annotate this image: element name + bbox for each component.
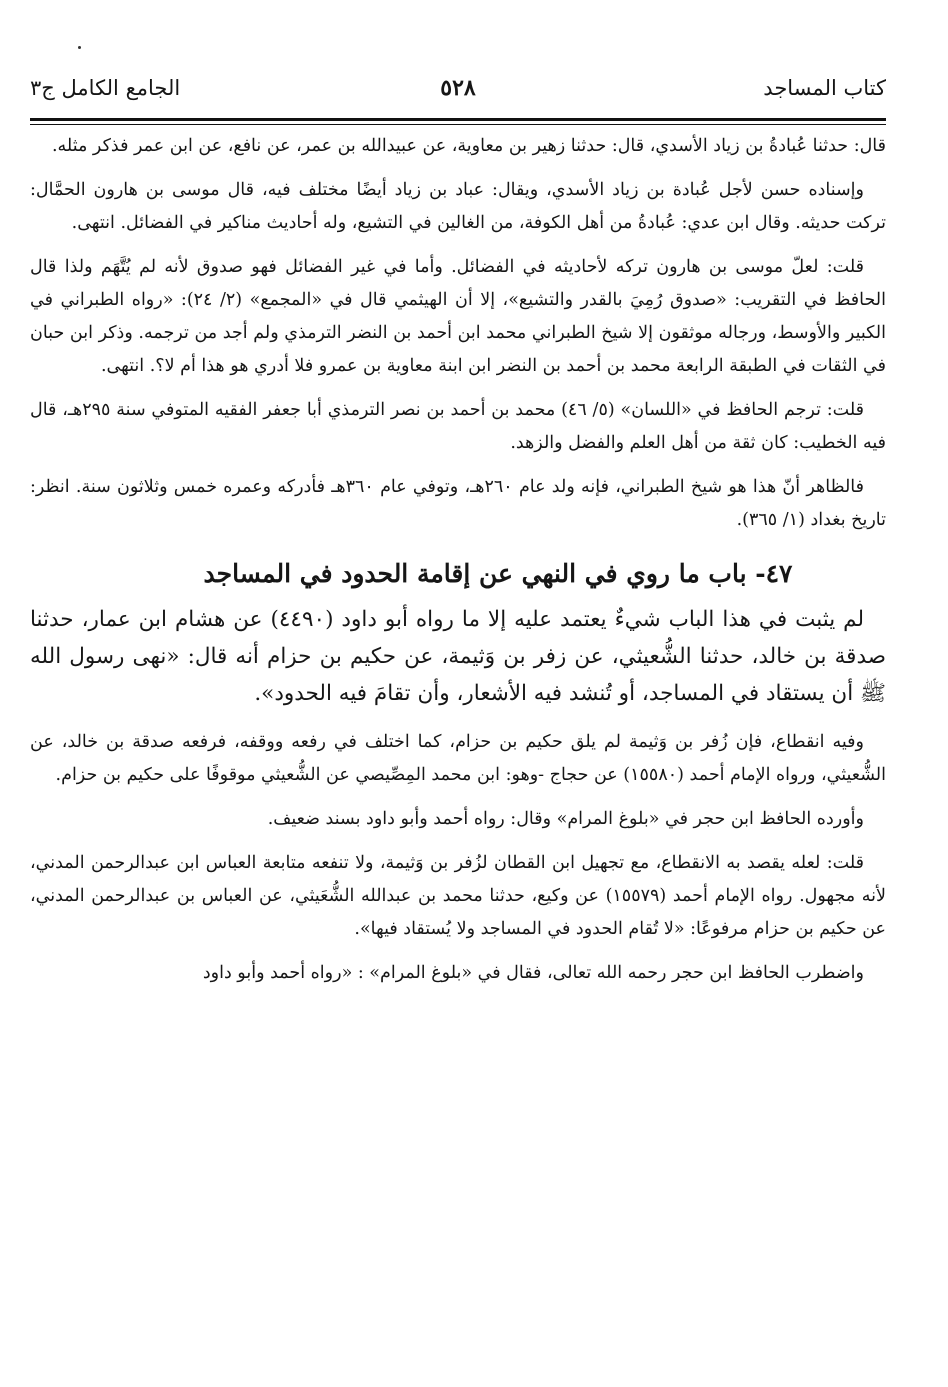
paragraph: قلت: ترجم الحافظ في «اللسان» (٥/ ٤٦) محمد بن أحمد بن نصر الترمذي أبا جعفر الفقيه المتوفي سنة ٢٩٥هـ، قال فيه الخطيب: كان ثقة من أهل العلم والفضل والزهد. [30, 400, 886, 453]
paragraph: وإسناده حسن لأجل عُبادة بن زياد الأسدي، ويقال: عباد بن زياد أيضًا مختلف فيه، قال موسى بن هارون الحمَّال: تركت حديثه. وقال ابن عدي: عُبادةُ من أهل الكوفة، من الغالين في التشيع، وله أحاديث مناكير في الفضائل. انتهى. [30, 180, 886, 233]
note-paragraph: وفيه انقطاع، فإن زُفر بن وَثيمة لم يلق حكيم بن حزام، كما اختلف في رفعه ووقفه، فرفعه صدقة بن خالد، عن الشُّعيثي، ورواه الإمام أحمد (١٥٥٨٠) عن حجاج -وهو: ابن محمد المِصِّيصي عن الشُّعيثي موقوفًا على حكيم بن حزام. [30, 732, 886, 785]
section-heading: ٤٧- باب ما روي في النهي عن إقامة الحدود في المساجد [203, 559, 793, 588]
paragraph: قلت: لعلّ موسى بن هارون تركه لأحاديثه في الفضائل. وأما في غير الفضائل فهو صدوق لأنه لم يُتَّهَم ولذا قال الحافظ في التقريب: «صدوق رُمِيَ بالقدر والتشيع»، إلا أن الهيثمي قال في «المجمع» (٢/ ٢٤): «رواه الطبراني في الكبير والأوسط، ورجاله موثقون إلا شيخ الطبراني محمد ابن أحمد بن النضر الترمذي ولم أجد من ترجمه. وذكر ابن حبان في الثقات في الطبقة الرابعة محمد بن أحمد بن النضر ابن ابنة معاوية بن عمرو فلا أدري هو هذا أم لا؟. انتهى. [30, 257, 886, 376]
page-header [30, 70, 886, 110]
paragraph: قال: حدثنا عُبادةُ بن زياد الأسدي، قال: حدثنا زهير بن معاوية، عن عبيدالله بن عمر، عن نافع، عن ابن عمر فذكر مثله. [51, 136, 886, 156]
running-title-right: كتاب المساجد [763, 76, 886, 100]
paragraph: فالظاهر أنّ هذا هو شيخ الطبراني، فإنه ولد عام ٢٦٠هـ، وتوفي عام ٣٦٠هـ فأدركه وعمره خمس وثلاثون سنة. انظر: تاريخ بغداد (١/ ٣٦٥). [30, 477, 886, 530]
running-title-left: الجامع الكامل ج٣ [30, 76, 181, 100]
page-content [30, 130, 886, 990]
note-paragraph: واضطرب الحافظ ابن حجر رحمه الله تعالى، فقال في «بلوغ المرام» : «رواه أحمد وأبو داود [202, 963, 864, 983]
note-paragraph: قلت: لعله يقصد به الانقطاع، مع تجهيل ابن القطان لزُفر بن وَثيمة، ولا تنفعه متابعة العباس ابن عبدالرحمن المدني، لأنه مجهول. رواه الإمام أحمد (١٥٥٧٩) عن وكيع، حدثنا محمد بن عبدالله الشُّعَيثي، عن العباس بن عبدالرحمن المدني، عن حكيم بن حزام مرفوعًا: «لا تُقام الحدود في المساجد ولا يُستقاد فيها». [30, 853, 886, 939]
header-rule-thick [30, 118, 886, 121]
page-speck [78, 46, 81, 49]
header-rule-thin [30, 124, 886, 125]
page-number: ٥٢٨ [440, 75, 476, 101]
section-body: لم يثبت في هذا الباب شيءٌ يعتمد عليه إلا ما رواه أبو داود (٤٤٩٠) عن هشام ابن عمار، حدثنا صدقة بن خالد، حدثنا الشُّعيثي، عن زفر بن وَثيمة، عن حكيم بن حزام أنه قال: «نهى رسول الله ﷺ أن يستقاد في المساجد، أو تُنشد فيه الأشعار، وأن تقامَ فيه الحدود». [30, 607, 886, 706]
note-paragraph: وأورده الحافظ ابن حجر في «بلوغ المرام» وقال: رواه أحمد وأبو داود بسند ضعيف. [267, 809, 864, 829]
